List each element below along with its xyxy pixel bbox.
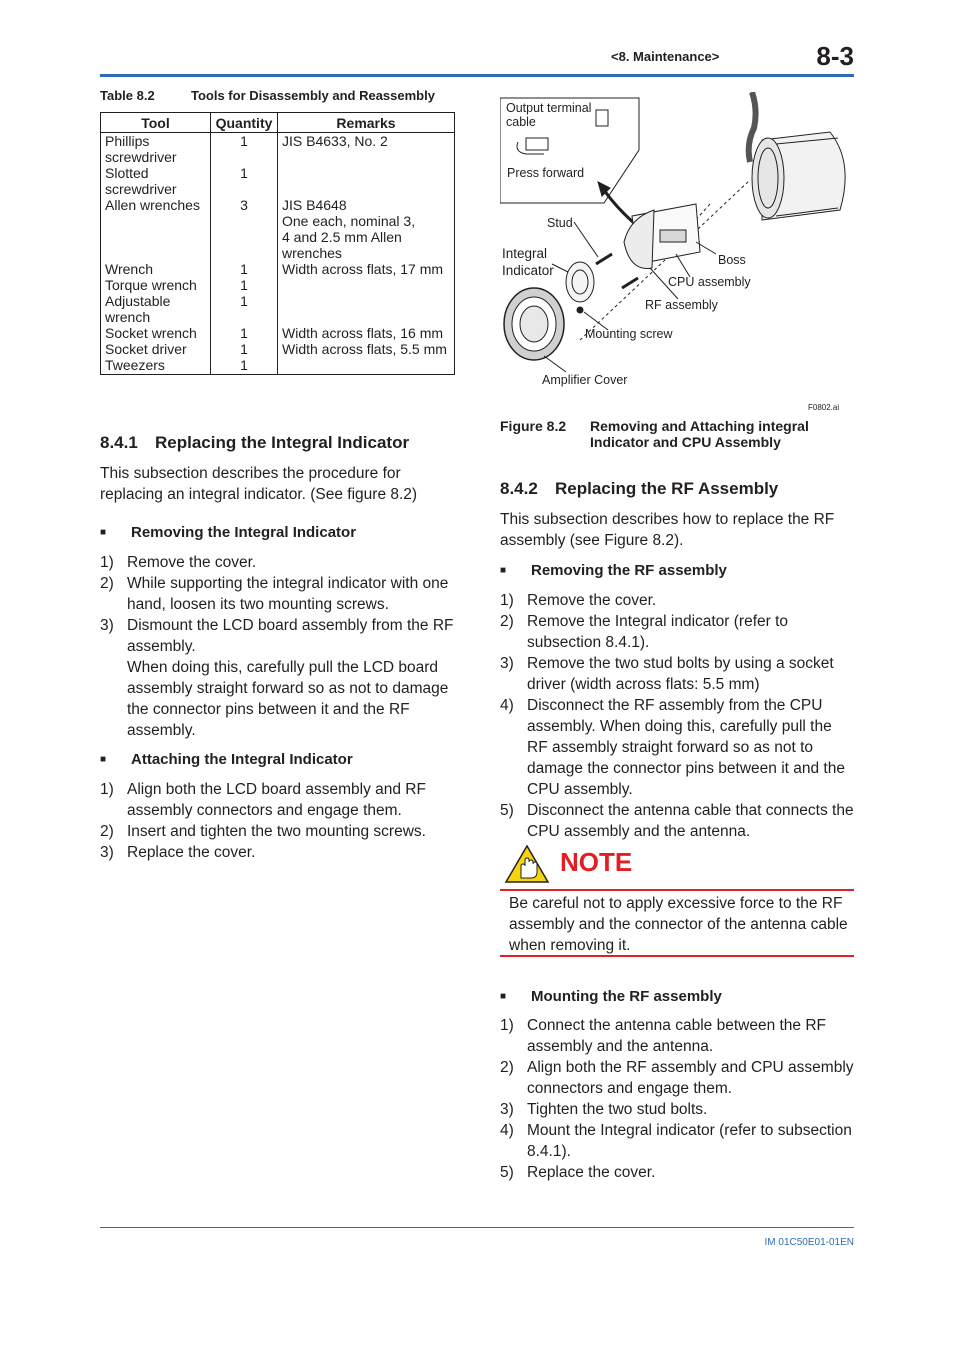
list-item: [500, 1057, 856, 1099]
stud-bolt: [622, 278, 638, 288]
table-row: [101, 133, 455, 166]
step-number: 5): [500, 1164, 514, 1181]
tool-cell: Wrench: [101, 261, 211, 277]
leader-line: [676, 254, 690, 277]
subheading-label: Attaching the Integral Indicator: [131, 751, 353, 768]
table-row: [101, 165, 455, 197]
note-top-rule: [500, 889, 854, 891]
list-item: [100, 842, 456, 863]
cover-window: [520, 306, 548, 342]
note-bottom-rule: [500, 955, 854, 957]
tools-table: [100, 112, 455, 375]
subheading-mounting-rf: [500, 988, 722, 1005]
quantity-cell: 1: [211, 341, 278, 357]
step-number: 2): [500, 613, 514, 630]
remarks-cell: Width across flats, 17 mm: [278, 261, 455, 277]
remarks-cell: Width across flats, 16 mm: [278, 325, 455, 341]
removing-rf-steps: [500, 590, 856, 842]
step-number: 3): [100, 844, 114, 861]
section-heading-8-4-1: [100, 433, 409, 453]
step-text: Remove the Integral indicator (refer to subsection 8.4.1).: [527, 613, 789, 651]
step-text: Dismount the LCD board assembly from the RF assembly.: [127, 617, 454, 655]
quantity-cell: 1: [211, 325, 278, 341]
section-number: 8.4.2: [500, 479, 538, 498]
stud-bolt: [596, 254, 612, 264]
page-number: 8-3: [816, 41, 854, 71]
list-item: [100, 573, 456, 615]
quantity-cell: 1: [211, 293, 278, 325]
bullet-square-icon: ■: [100, 527, 107, 538]
note-text: Be careful not to apply excessive force to the RF assembly and the connector of the antenna cable when removing it.: [509, 895, 848, 954]
table-caption: [100, 88, 435, 103]
column-header-remarks: Remarks: [278, 113, 455, 133]
list-item: [500, 590, 856, 611]
column-header-quantity: Quantity: [211, 113, 278, 133]
table-row: [101, 341, 455, 357]
figure-exploded-assembly: [500, 92, 854, 412]
step-text: Disconnect the RF assembly from the CPU assembly. When doing this, carefully pull the RF assembly straight forward so as not to damage the connector pins between it and the CPU assembly.: [527, 697, 845, 798]
quantity-cell: 1: [211, 277, 278, 293]
leader-line: [574, 222, 598, 257]
integral-indicator: [566, 262, 594, 302]
step-text: Insert and tighten the two mounting screws.: [127, 823, 426, 840]
table-row: [101, 277, 455, 293]
cpu-connector: [660, 230, 686, 242]
label-mounting-screw: Mounting screw: [585, 327, 673, 341]
header-rule: [100, 74, 854, 77]
list-item: [500, 1099, 856, 1120]
bullet-square-icon: ■: [500, 565, 507, 576]
subheading-label: Mounting the RF assembly: [531, 988, 722, 1005]
subheading-label: Removing the Integral Indicator: [131, 524, 357, 541]
leader-line: [552, 264, 568, 272]
section-title: Replacing the RF Assembly: [555, 479, 779, 498]
table-row: [101, 261, 455, 277]
step-text: Remove the two stud bolts by using a socket driver (width across flats: 5.5 mm): [527, 655, 834, 693]
mounting-screw: [577, 307, 583, 313]
step-number: 1): [500, 592, 514, 609]
cable-drawing: [517, 142, 544, 154]
list-item: [500, 1162, 856, 1183]
list-item: [500, 653, 856, 695]
antenna: [749, 92, 756, 162]
section-header: <8. Maintenance>: [611, 49, 720, 64]
step-text: Replace the cover.: [127, 844, 256, 861]
connector-socket: [596, 110, 608, 126]
quantity-cell: 1: [211, 357, 278, 375]
step-number: 1): [500, 1017, 514, 1034]
assembly-drawing: [500, 92, 854, 412]
remarks-cell: JIS B4633, No. 2: [278, 133, 455, 166]
step-number: 1): [100, 781, 114, 798]
list-item: [100, 552, 456, 573]
step-number: 2): [500, 1059, 514, 1076]
list-item: [500, 1015, 856, 1057]
remarks-cell: JIS B4648 One each, nominal 3, 4 and 2.5 mm Allen wrenches: [278, 197, 455, 261]
step-number: 2): [100, 823, 114, 840]
subheading-label: Removing the RF assembly: [531, 562, 727, 579]
removing-indicator-steps: [100, 552, 456, 741]
leader-line: [544, 356, 566, 372]
step-number: 3): [500, 655, 514, 672]
column-header-tool: Tool: [101, 113, 211, 133]
tool-cell: Phillips screwdriver: [101, 133, 211, 166]
figure-file-id: F0802.ai: [808, 403, 840, 412]
label-stud: Stud: [547, 216, 573, 230]
section-number: 8.4.1: [100, 433, 138, 452]
table-row: [101, 197, 455, 261]
list-item: [500, 611, 856, 653]
step-text: Replace the cover.: [527, 1164, 656, 1181]
tool-cell: Torque wrench: [101, 277, 211, 293]
caution-hand-icon: [504, 844, 550, 884]
bullet-square-icon: ■: [500, 991, 507, 1002]
tool-cell: Adjustable wrench: [101, 293, 211, 325]
tool-cell: Slotted screwdriver: [101, 165, 211, 197]
tool-cell: Tweezers: [101, 357, 211, 375]
step-text: Remove the cover.: [127, 554, 257, 571]
step-text: Align both the LCD board assembly and RF assembly connectors and engage them.: [127, 781, 426, 819]
list-item: [500, 800, 856, 842]
quantity-cell: 3: [211, 197, 278, 261]
step-text: Remove the cover.: [527, 592, 657, 609]
list-item: [500, 1120, 856, 1162]
step-text: While supporting the integral indicator with one hand, loosen its two mounting screws.: [127, 575, 449, 613]
label-cpu-assembly: CPU assembly: [668, 275, 751, 289]
step-text: Tighten the two stud bolts.: [527, 1101, 708, 1118]
label-press-forward: Press forward: [507, 166, 585, 180]
remarks-cell: Width across flats, 5.5 mm: [278, 341, 455, 357]
label-cable: cable: [506, 115, 536, 129]
table-title: Tools for Disassembly and Reassembly: [191, 88, 435, 103]
quantity-cell: 1: [211, 165, 278, 197]
step-text: Connect the antenna cable between the RF assembly and the antenna.: [527, 1017, 827, 1055]
connector-plug: [526, 138, 548, 150]
step-text: Align both the RF assembly and CPU assembly connectors and engage them.: [527, 1059, 854, 1097]
quantity-cell: 1: [211, 261, 278, 277]
label-rf-assembly: RF assembly: [645, 298, 718, 312]
remarks-cell: [278, 293, 455, 325]
table-row: [101, 293, 455, 325]
figure-title: Removing and Attaching integral Indicator and CPU Assembly: [590, 418, 809, 450]
note-title: NOTE: [560, 847, 633, 877]
label-boss: Boss: [718, 253, 746, 267]
bullet-square-icon: ■: [100, 754, 107, 765]
step-number: 1): [100, 554, 114, 571]
step-number: 4): [500, 697, 514, 714]
figure-number: Figure 8.2: [500, 418, 567, 434]
list-item: [500, 695, 856, 800]
step-number: 4): [500, 1122, 514, 1139]
label-output-terminal: Output terminal: [506, 101, 592, 115]
table-number: Table 8.2: [100, 88, 155, 103]
quantity-cell: 1: [211, 133, 278, 166]
label-indicator: Indicator: [502, 263, 554, 278]
step-text: Disconnect the antenna cable that connects the CPU assembly and the antenna.: [527, 802, 854, 840]
step-number: 3): [100, 617, 114, 634]
intro-paragraph: This subsection describes how to replace the RF assembly (see Figure 8.2).: [500, 511, 835, 549]
section-heading-8-4-2: [500, 479, 778, 499]
label-amplifier-cover: Amplifier Cover: [542, 373, 628, 387]
mounting-rf-steps: [500, 1015, 856, 1183]
table-header-row: [101, 113, 455, 133]
remarks-cell: [278, 277, 455, 293]
step-text-continued: When doing this, carefully pull the LCD board assembly straight forward so as not to damage the connector pins between it and the RF assembly.: [127, 659, 449, 739]
list-item: [100, 779, 456, 821]
table-row: [101, 357, 455, 375]
attaching-indicator-steps: [100, 779, 456, 863]
remarks-cell: [278, 165, 455, 197]
tool-cell: Socket wrench: [101, 325, 211, 341]
subheading-attaching-indicator: [100, 751, 353, 768]
step-text: Mount the Integral indicator (refer to subsection 8.4.1).: [527, 1122, 852, 1160]
remarks-cell: [278, 357, 455, 375]
table-row: [101, 325, 455, 341]
section-title: Replacing the Integral Indicator: [155, 433, 410, 452]
tool-cell: Socket driver: [101, 341, 211, 357]
label-integral: Integral: [502, 246, 548, 261]
step-number: 5): [500, 802, 514, 819]
footer-rule: [100, 1227, 854, 1228]
subheading-removing-rf: [500, 562, 727, 579]
list-item: [100, 821, 456, 842]
document-id: IM 01C50E01-01EN: [764, 1237, 854, 1248]
tool-cell: Allen wrenches: [101, 197, 211, 261]
housing-opening: [752, 138, 784, 218]
subheading-removing-indicator: [100, 524, 356, 541]
step-number: 2): [100, 575, 114, 592]
step-number: 3): [500, 1101, 514, 1118]
list-item: [100, 615, 456, 741]
intro-paragraph: This subsection describes the procedure for replacing an integral indicator. (See figure 8.2): [100, 465, 418, 503]
